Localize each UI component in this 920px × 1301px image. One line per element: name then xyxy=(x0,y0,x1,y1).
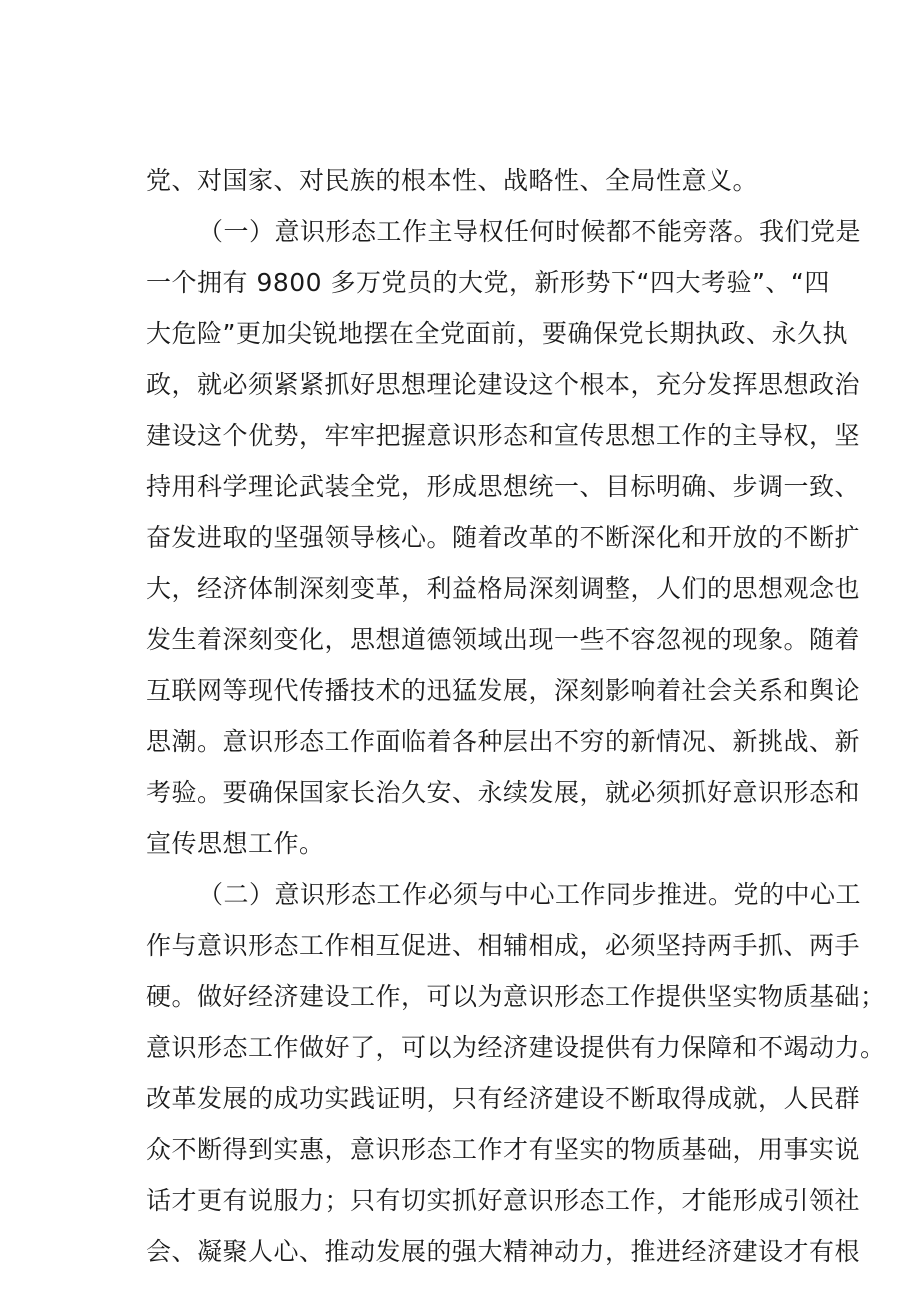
text-line: 话才更有说服力；只有切实抓好意识形态工作，才能形成引领社 xyxy=(146,1186,861,1215)
text-line: 宣传思想工作。 xyxy=(146,829,325,858)
text-line: 一个拥有 9800 多万党员的大党，新形势下“四大考验”、“四 xyxy=(146,268,830,297)
text-line: 作与意识形态工作相互促进、相辅相成，必须坚持两手抓、两手 xyxy=(146,931,861,960)
text-line: 考验。要确保国家长治久安、永续发展，就必须抓好意识形态和 xyxy=(146,778,861,807)
text-line: 大危险”更加尖锐地摆在全党面前，要确保党长期执政、永久执 xyxy=(146,319,848,348)
text-line: 建设这个优势，牢牢把握意识形态和宣传思想工作的主导权，坚 xyxy=(146,421,861,450)
text-line: 互联网等现代传播技术的迅猛发展，深刻影响着社会关系和舆论 xyxy=(146,676,861,705)
text-line: 会、凝聚人心、推动发展的强大精神动力，推进经济建设才有根 xyxy=(146,1237,861,1266)
text-line: 发生着深刻变化，思想道德领域出现一些不容忽视的现象。随着 xyxy=(146,625,861,654)
text-line: 意识形态工作做好了，可以为经济建设提供有力保障和不竭动力。 xyxy=(146,1033,886,1062)
section-one-heading-line: （一）意识形态工作主导权任何时候都不能旁落。我们党是 xyxy=(198,217,862,246)
section-two-heading-line: （二）意识形态工作必须与中心工作同步推进。党的中心工 xyxy=(198,880,862,909)
text-line: 持用科学理论武装全党，形成思想统一、目标明确、步调一致、 xyxy=(146,472,861,501)
text-line: 改革发展的成功实践证明，只有经济建设不断取得成就，人民群 xyxy=(146,1084,861,1113)
text-line: 党、对国家、对民族的根本性、战略性、全局性意义。 xyxy=(146,166,759,195)
text-line: 硬。做好经济建设工作，可以为意识形态工作提供坚实物质基础； xyxy=(146,982,886,1011)
text-line: 大，经济体制深刻变革，利益格局深刻调整，人们的思想观念也 xyxy=(146,574,861,603)
document-body xyxy=(146,155,886,1277)
text-line: 思潮。意识形态工作面临着各种层出不穷的新情况、新挑战、新 xyxy=(146,727,861,756)
text-line: 众不断得到实惠，意识形态工作才有坚实的物质基础，用事实说 xyxy=(146,1135,861,1164)
text-line: 奋发进取的坚强领导核心。随着改革的不断深化和开放的不断扩 xyxy=(146,523,861,552)
text-line: 政，就必须紧紧抓好思想理论建设这个根本，充分发挥思想政治 xyxy=(146,370,861,399)
